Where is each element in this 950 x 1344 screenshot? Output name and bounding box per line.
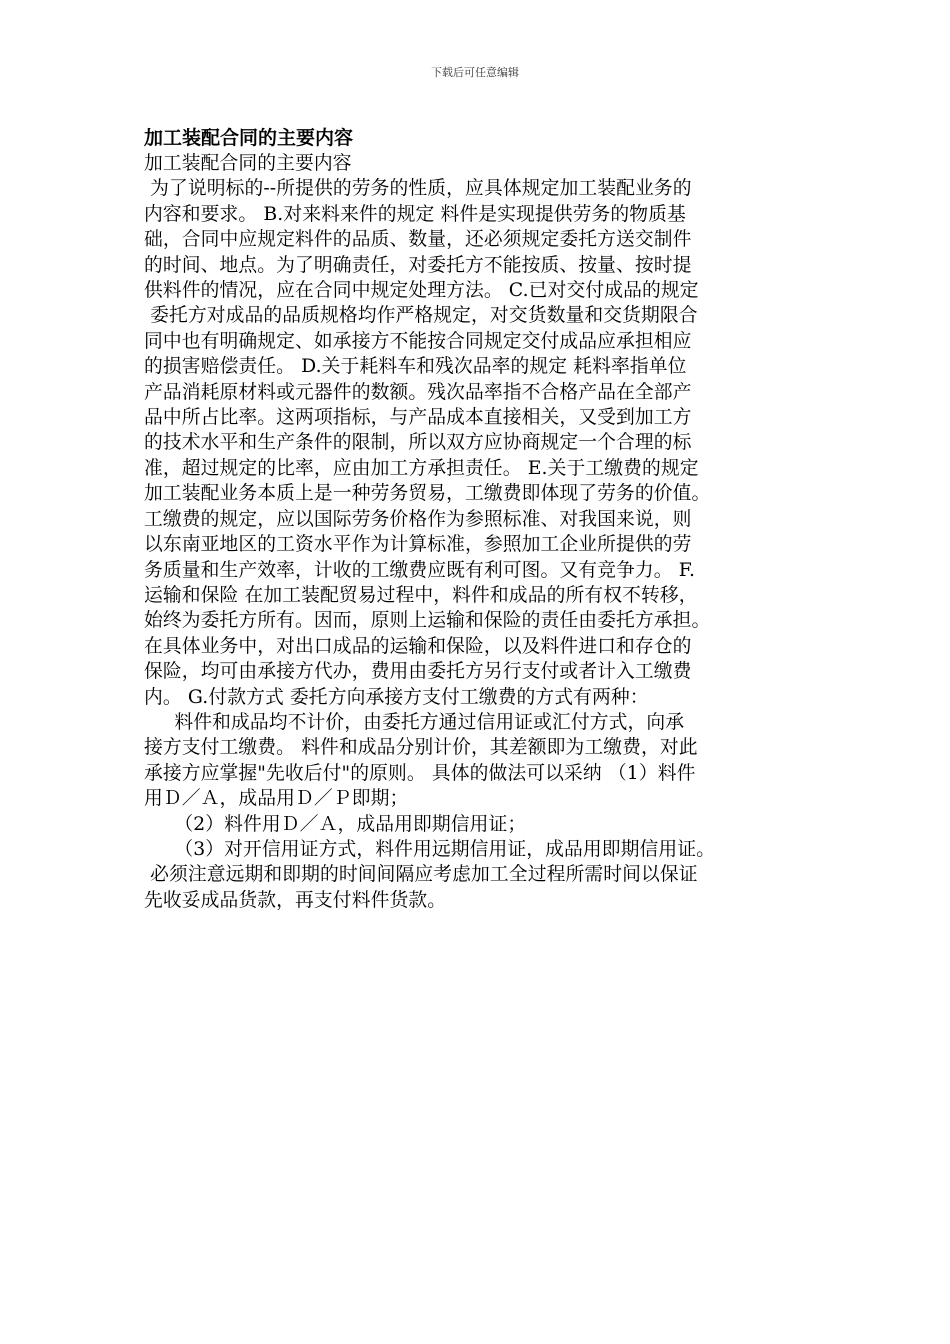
text-line: 础，合同中应规定料件的品质、数量，还必须规定委托方送交制件 <box>144 229 692 251</box>
text-line: 准，超过规定的比率，应由加工方承担责任。 E.关于工缴费的规定 <box>144 457 699 479</box>
text-line: 内容和要求。 B.对来料来件的规定 料件是实现提供劳务的物质基 <box>144 203 686 225</box>
text-line: 内。 G.付款方式 委托方向承接方支付工缴费的方式有两种： <box>144 686 649 708</box>
text-line: 以东南亚地区的工资水平作为计算标准，参照加工企业所提供的劳 <box>144 534 692 556</box>
text-line: 承接方应掌握"先收后付"的原则。 具体的做法可以采纳 （1）料件 <box>144 762 696 784</box>
document-text <box>144 151 810 913</box>
text-line: 供料件的情况，应在合同中规定处理方法。 C.已对交付成品的规定 <box>144 280 699 302</box>
text-line: 运输和保险 在加工装配贸易过程中，料件和成品的所有权不转移， <box>144 584 698 606</box>
text-line: 工缴费的规定，应以国际劳务价格作为参照标准、对我国来说，则 <box>144 508 692 530</box>
text-line: 的技术水平和生产条件的限制，所以双方应协商规定一个合理的标 <box>144 432 692 454</box>
text-line: 同中也有明确规定、如承接方不能按合同规定交付成品应承担相应 <box>144 330 692 352</box>
text-line: （2）料件用Ｄ／Ａ，成品用即期信用证； <box>144 813 527 835</box>
text-line: 在具体业务中，对出口成品的运输和保险，以及料件进口和存仓的 <box>144 635 692 657</box>
text-line: 加工装配合同的主要内容 <box>144 153 352 174</box>
text-line: 委托方对成品的品质规格均作严格规定，对交货数量和交货期限合 <box>144 305 698 327</box>
text-line: （3）对开信用证方式，料件用远期信用证，成品用即期信用证。 <box>144 838 716 860</box>
text-line: 接方支付工缴费。 料件和成品分别计价，其差额即为工缴费，对此 <box>144 737 698 759</box>
text-line: 产品消耗原材料或元器件的数额。残次品率指不合格产品在全部产 <box>144 381 692 403</box>
document-body <box>144 126 810 913</box>
text-line: 加工装配业务本质上是一种劳务贸易，工缴费即体现了劳务的价值。 <box>144 483 711 505</box>
text-line: 为了说明标的--所提供的劳务的性质，应具体规定加工装配业务的 <box>144 178 692 200</box>
text-line: 始终为委托方所有。因而，原则上运输和保险的责任由委托方承担。 <box>144 610 711 632</box>
document-title: 加工装配合同的主要内容 <box>144 127 354 149</box>
text-line: 的损害赔偿责任。 D.关于耗料车和残次品率的规定 耗料率指单位 <box>144 356 687 378</box>
text-line: 保险，均可由承接方代办，费用由委托方另行支付或者计入工缴费 <box>144 661 692 683</box>
page-header-note: 下载后可任意编辑 <box>431 66 519 79</box>
text-line: 品中所占比率。这两项指标，与产品成本直接相关，又受到加工方 <box>144 407 692 429</box>
text-line: 料件和成品均不计价，由委托方通过信用证或汇付方式，向承 <box>144 711 685 733</box>
text-line: 必须注意远期和即期的时间间隔应考虑加工全过程所需时间以保证 <box>144 864 698 886</box>
text-line: 用Ｄ／Ａ，成品用Ｄ／Ｐ即期； <box>144 788 409 810</box>
text-line: 的时间、地点。为了明确责任，对委托方不能按质、按量、按时提 <box>144 254 692 276</box>
text-line: 先收妥成品货款，再支付料件货款。 <box>144 889 447 911</box>
text-line: 务质量和生产效率，计收的工缴费应既有利可图。又有竞争力。 F. <box>144 559 696 581</box>
